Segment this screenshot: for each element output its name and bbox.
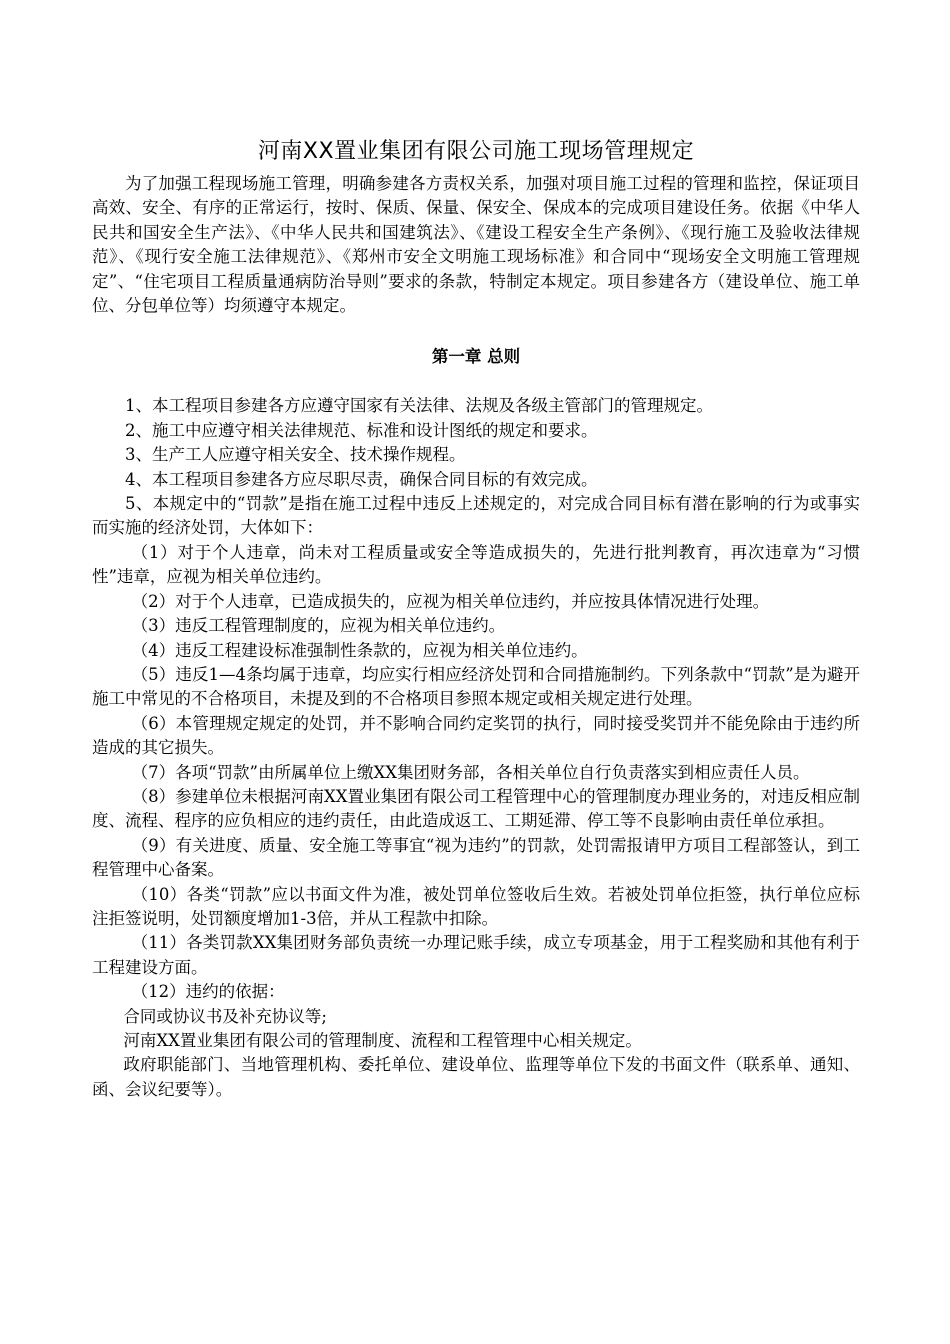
article-item: 3、生产工人应遵守相关安全、技术操作规程。 xyxy=(125,445,466,465)
basis-item: 合同或协议书及补充协议等; xyxy=(123,1006,327,1026)
sub-item: （4）违反工程建设标准强制性条款的，应视为相关单位违约。 xyxy=(131,640,588,660)
chapter-heading: 第一章 总则 xyxy=(431,347,521,367)
sub-item: （7）各项“罚款”由所属单位上缴XX集团财务部，各相关单位自行负责落实到相应责任人员。 xyxy=(131,762,810,782)
sub-item: （6）本管理规定规定的处罚，并不影响合同约定奖罚的执行，同时接受奖罚并不能免除由于违约所造成的其它损失。 xyxy=(92,713,860,758)
basis-item: 政府职能部门、当地管理机构、委托单位、建设单位、监理等单位下发的书面文件（联系单、通知、函、会议纪要等）。 xyxy=(92,1055,860,1099)
sub-item: （1）对于个人违章，尚未对工程质量或安全等造成损失的，先进行批判教育，再次违章为“习惯性”违章，应视为相关单位违约。 xyxy=(92,542,860,587)
article-item: 2、施工中应遵守相关法律规范、标准和设计图纸的规定和要求。 xyxy=(125,420,598,440)
sub-item: （3）违反工程管理制度的，应视为相关单位违约。 xyxy=(131,616,506,636)
sub-item: （10）各类“罚款”应以书面文件为准，被处罚单位签收后生效。若被处罚单位拒签，执行单位应标注拒签说明，处罚额度增加1-3倍，并从工程款中扣除。 xyxy=(92,884,860,928)
sub-item: （2）对于个人违章，已造成损失的，应视为相关单位违约，并应按具体情况进行处理。 xyxy=(131,591,770,611)
article-item: 5、本规定中的“罚款”是指在施工过程中违反上述规定的，对完成合同目标有潜在影响的行为或事实而实施的经济处罚，大体如下： xyxy=(92,494,860,538)
document-body xyxy=(92,132,860,1102)
article-item: 4、本工程项目参建各方应尽职尽责，确保合同目标的有效完成。 xyxy=(125,469,598,489)
basis-item: 河南XX置业集团有限公司的管理制度、流程和工程管理中心相关规定。 xyxy=(123,1031,642,1050)
sub-item: （12）违约的依据： xyxy=(131,982,285,1002)
document-title: 河南XX置业集团有限公司施工现场管理规定 xyxy=(257,139,695,164)
sub-item: （8）参建单位未根据河南XX置业集团有限公司工程管理中心的管理制度办理业务的，对违反相应制度、流程、程序的应负相应的违约责任，由此造成返工、工期延滞、停工等不良影响由责任单位承担。 xyxy=(92,786,860,831)
sub-item: （5）违反1—4条均属于违章，均应实行相应经济处罚和合同措施制约。下列条款中“罚款”是为避开施工中常见的不合格项目，未提及到的不合格项目参照本规定或相关规定进行处理。 xyxy=(92,664,860,709)
sub-item: （11）各类罚款XX集团财务部负责统一办理记账手续，成立专项基金，用于工程奖励和其他有利于工程建设方面。 xyxy=(92,933,860,977)
intro-paragraph: 为了加强工程现场施工管理，明确参建各方责权关系，加强对项目施工过程的管理和监控，保证项目高效、安全、有序的正常运行，按时、保质、保量、保安全、保成本的完成项目建设任务。依据《中华人民共和国安全生产法》、《中华人民共和国建筑法》、《建设工程安全生产条例》、《现行施工及验收法律规范》、《现行安全施工法律规范》、《郑州市安全文明施工现场标准》和合同中“现场安全文明施工管理规定”、“住宅项目工程质量通病防治导则”要求的条款，特制定本规定。项目参建各方（建设单位、施工单位、分包单位等）均须遵守本规定。 xyxy=(92,174,860,316)
sub-item: （9）有关进度、质量、安全施工等事宜“视为违约”的罚款，处罚需报请甲方项目工程部签认，到工程管理中心备案。 xyxy=(92,835,860,880)
article-item: 1、本工程项目参建各方应遵守国家有关法律、法规及各级主管部门的管理规定。 xyxy=(125,396,713,416)
